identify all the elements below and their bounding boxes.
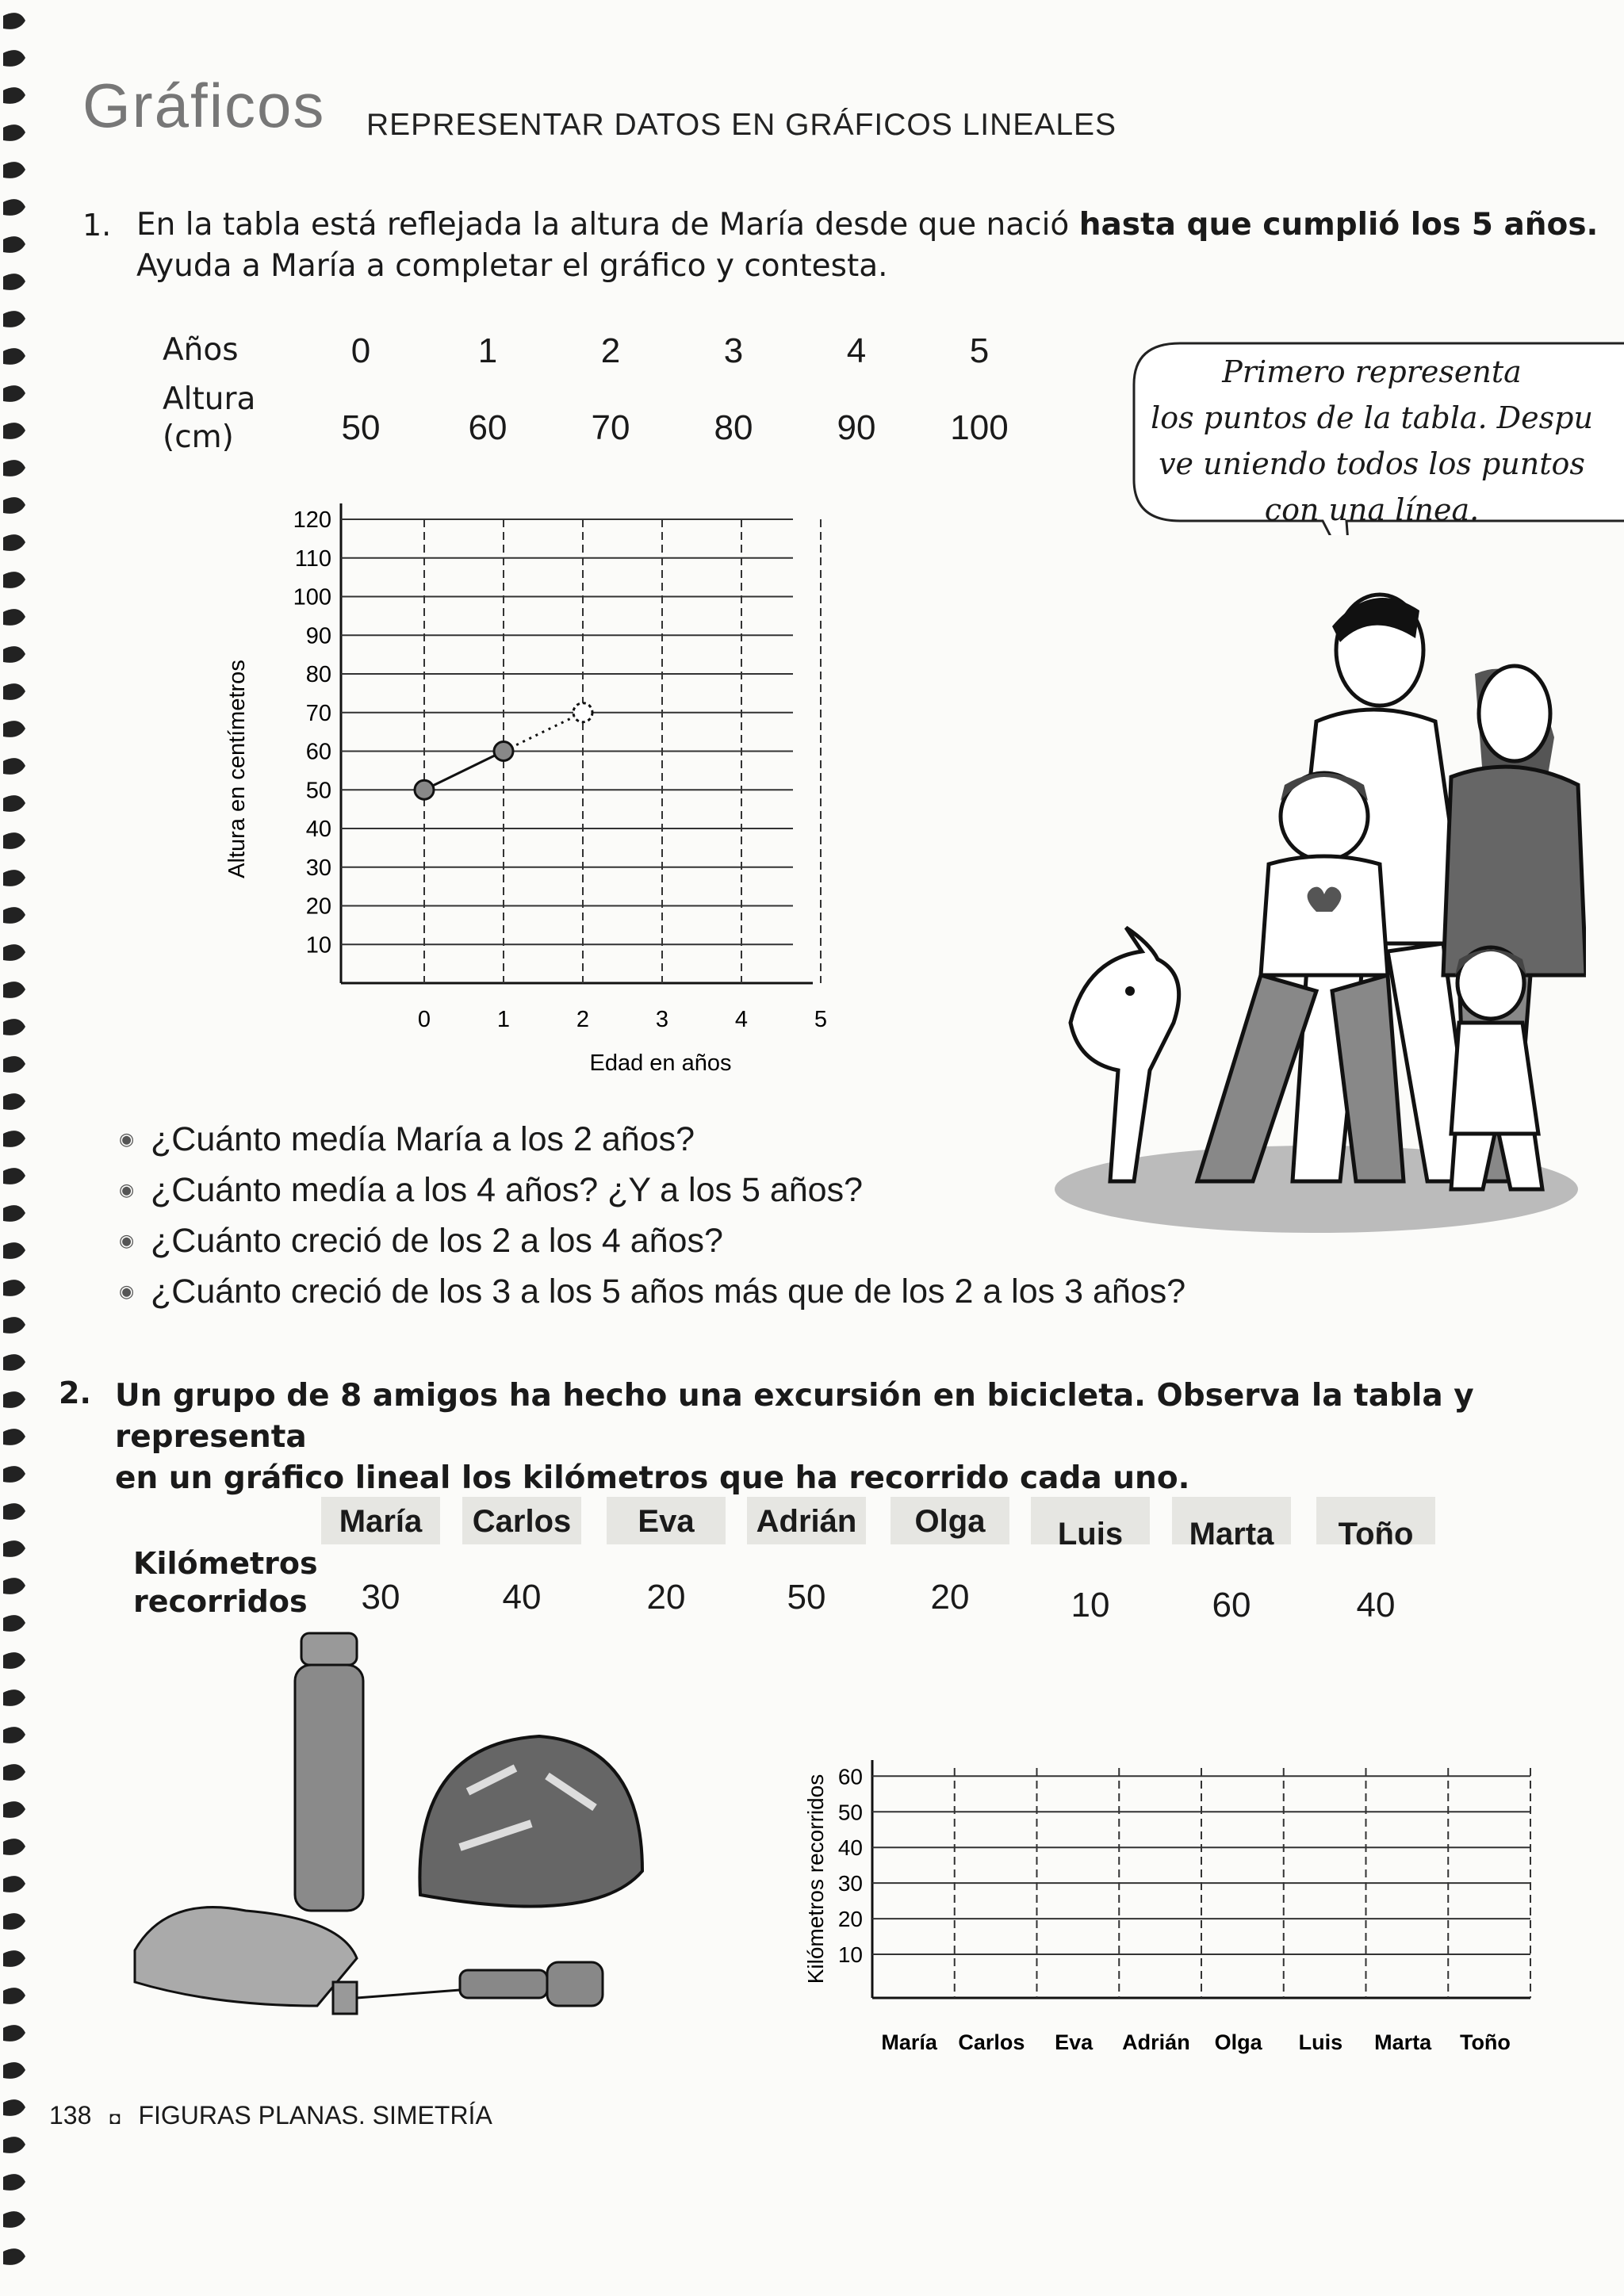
- y-tick-label: 50: [305, 778, 331, 804]
- y-axis-label: Kilómetros recorridos: [803, 1774, 828, 1984]
- binding-ring: [3, 1466, 25, 1483]
- binding-ring: [3, 1578, 25, 1594]
- y-tick-label: 40: [837, 1835, 863, 1861]
- binding-ring: [3, 683, 25, 700]
- table-row-label-km: Kilómetros recorridos: [133, 1546, 318, 1619]
- binding-ring: [3, 982, 25, 998]
- table-km-cell: 30: [361, 1578, 400, 1617]
- binding-ring: [3, 1503, 25, 1520]
- table-name-cell: Luis: [1057, 1517, 1124, 1552]
- table-year-cell: 5: [969, 331, 990, 370]
- binding-ring: [3, 236, 25, 253]
- x-tick-label: 1: [496, 1007, 511, 1032]
- binding-ring: [3, 1056, 25, 1073]
- data-point: [415, 780, 434, 799]
- binding-ring: [3, 50, 25, 67]
- table-name-cell: Olga: [914, 1504, 986, 1539]
- page-footer: [49, 2101, 492, 2130]
- binding-ring: [3, 274, 25, 290]
- x-tick-label: Carlos: [958, 2030, 1025, 2054]
- y-tick-label: 40: [305, 817, 331, 842]
- table-year-cell: 2: [600, 331, 621, 370]
- binding-ring: [3, 832, 25, 849]
- binding-ring: [3, 348, 25, 365]
- binding-ring: [3, 1876, 25, 1892]
- footer-bullet-icon: ◘: [109, 2108, 121, 2128]
- km-line-chart: [785, 1728, 1586, 2061]
- speech-text: Primero representa los puntos de la tabla. Despu ve uniendo todos los puntos con una línea.: [1151, 354, 1593, 527]
- binding-ring: [3, 1131, 25, 1147]
- binding-ring: [3, 1950, 25, 1967]
- binding-ring: [3, 199, 25, 216]
- y-tick-label: 20: [305, 894, 331, 920]
- binding-ring: [3, 721, 25, 737]
- binding-ring: [3, 2211, 25, 2228]
- table-row-label-years: Años: [163, 332, 239, 368]
- data-point: [573, 703, 592, 722]
- table-km-cell: 40: [502, 1578, 542, 1617]
- x-tick-label: 3: [655, 1007, 669, 1032]
- binding-ring: [3, 646, 25, 663]
- y-tick-label: 90: [305, 623, 331, 649]
- data-point: [494, 742, 513, 761]
- x-tick-label: Olga: [1214, 2030, 1262, 2054]
- binding-ring: [3, 497, 25, 514]
- table-height-cell: 50: [341, 408, 381, 447]
- table-name-cell: Toño: [1338, 1517, 1414, 1552]
- table-km-cell: 20: [930, 1578, 970, 1617]
- binding-ring: [3, 1988, 25, 2004]
- x-tick-label: Eva: [1055, 2030, 1094, 2054]
- table-name-cell: Eva: [638, 1504, 695, 1539]
- binding-ring: [3, 1801, 25, 1818]
- binding-ring: [3, 13, 25, 29]
- binding-ring: [3, 572, 25, 588]
- binding-ring: [3, 1913, 25, 1930]
- question-1-text: En la tabla está reflejada la altura de María desde que nació hasta que cumplió los 5 años. Ayuda a María a completar el gráfico y contesta.: [136, 207, 1599, 284]
- binding-ring: [3, 1093, 25, 1110]
- x-tick-label: Toño: [1459, 2030, 1511, 2054]
- y-tick-label: 10: [837, 1942, 863, 1968]
- table-km-cell: 20: [646, 1578, 686, 1617]
- spiral-binding: [0, 0, 32, 2296]
- y-tick-label: 70: [305, 700, 331, 726]
- series-line: [424, 752, 504, 790]
- question-2-text: Un grupo de 8 amigos ha hecho una excursión en bicicleta. Observa la tabla y representa en un gráfico lineal los kilómetros que ha recorrido cada uno.: [115, 1378, 1474, 1496]
- table-name-cell: Adrián: [756, 1504, 857, 1539]
- binding-ring: [3, 1764, 25, 1781]
- binding-ring: [3, 795, 25, 812]
- x-tick-label: 0: [417, 1007, 431, 1032]
- table-year-cell: 1: [477, 331, 498, 370]
- y-tick-label: 30: [837, 1871, 863, 1896]
- binding-ring: [3, 1839, 25, 1855]
- binding-ring: [3, 758, 25, 775]
- table-year-cell: 4: [846, 331, 867, 370]
- table-km-cell: 40: [1356, 1586, 1396, 1624]
- y-tick-label: 80: [305, 662, 331, 687]
- binding-ring: [3, 87, 25, 104]
- table-name-cell: Marta: [1189, 1517, 1274, 1552]
- y-tick-label: 60: [837, 1764, 863, 1789]
- x-tick-label: Marta: [1374, 2030, 1432, 2054]
- binding-ring: [3, 2248, 25, 2265]
- table-name-cell: María: [339, 1504, 423, 1539]
- binding-ring: [3, 124, 25, 141]
- binding-ring: [3, 1727, 25, 1743]
- binding-ring: [3, 460, 25, 476]
- binding-ring: [3, 870, 25, 886]
- y-axis-label: Altura en centímetros: [224, 660, 250, 878]
- x-tick-label: María: [881, 2030, 937, 2054]
- table-height-cell: 100: [950, 408, 1009, 447]
- question-item: ◉ ¿Cuánto creció de los 3 a los 5 años más que de los 2 a los 3 años?: [119, 1272, 1186, 1311]
- x-tick-label: 2: [576, 1007, 590, 1032]
- x-tick-label: 4: [734, 1007, 749, 1032]
- table-height-cell: 70: [591, 408, 630, 447]
- y-tick-label: 30: [305, 855, 331, 881]
- y-tick-label: 10: [305, 932, 331, 959]
- question-1-list: [119, 1114, 1185, 1317]
- question-2-number: 2.: [59, 1376, 91, 1410]
- binding-ring: [3, 534, 25, 551]
- table-km-cell: 50: [787, 1578, 826, 1617]
- table-name-cell: Carlos: [472, 1504, 572, 1539]
- table-year-cell: 3: [723, 331, 744, 370]
- binding-ring: [3, 1540, 25, 1557]
- table-height-cell: 80: [714, 408, 753, 447]
- binding-ring: [3, 1615, 25, 1632]
- binding-ring: [3, 423, 25, 439]
- question-1-number: 1.: [82, 208, 112, 243]
- table-row-label-height: Altura (cm): [163, 381, 256, 455]
- binding-ring: [3, 1689, 25, 1706]
- binding-ring: [3, 1019, 25, 1035]
- binding-ring: [3, 2137, 25, 2153]
- table-km-cell: 10: [1071, 1586, 1110, 1624]
- series-line: [504, 713, 583, 752]
- section-name: FIGURAS PLANAS. SIMETRÍA: [138, 2101, 492, 2130]
- question-item: ◉ ¿Cuánto medía María a los 2 años?: [119, 1119, 695, 1158]
- binding-ring: [3, 1429, 25, 1445]
- binding-ring: [3, 1168, 25, 1184]
- y-tick-label: 20: [837, 1907, 863, 1932]
- binding-ring: [3, 1242, 25, 1259]
- page-number: 138: [49, 2101, 92, 2130]
- table-year-cell: 0: [350, 331, 371, 370]
- table-height-cell: 60: [468, 408, 508, 447]
- binding-ring: [3, 162, 25, 178]
- x-tick-label: 5: [814, 1007, 828, 1032]
- page-subtitle: REPRESENTAR DATOS EN GRÁFICOS LINEALES: [366, 108, 1117, 142]
- table-km-cell: 60: [1212, 1586, 1251, 1624]
- binding-ring: [3, 907, 25, 924]
- binding-ring: [3, 1354, 25, 1371]
- binding-ring: [3, 1280, 25, 1296]
- binding-ring: [3, 1205, 25, 1222]
- y-tick-label: 110: [294, 545, 331, 572]
- binding-ring: [3, 609, 25, 626]
- binding-ring: [3, 1317, 25, 1334]
- cycling-gear-illustration: [119, 1609, 658, 2053]
- height-line-chart: [214, 492, 848, 1078]
- question-item: ◉ ¿Cuánto creció de los 2 a los 4 años?: [119, 1221, 723, 1260]
- x-tick-label: Adrián: [1122, 2030, 1190, 2054]
- x-axis-label: Edad en años: [589, 1050, 732, 1076]
- binding-ring: [3, 311, 25, 327]
- page-title: Gráficos: [82, 71, 326, 140]
- binding-ring: [3, 1652, 25, 1669]
- binding-ring: [3, 1391, 25, 1408]
- binding-ring: [3, 385, 25, 402]
- binding-ring: [3, 2174, 25, 2191]
- table-height-cell: 90: [837, 408, 876, 447]
- y-tick-label: 50: [837, 1800, 863, 1825]
- question-item: ◉ ¿Cuánto medía a los 4 años? ¿Y a los 5 años?: [119, 1170, 863, 1209]
- y-tick-label: 60: [305, 739, 331, 765]
- y-tick-label: 120: [293, 507, 331, 533]
- y-tick-label: 100: [293, 584, 331, 610]
- binding-ring: [3, 2025, 25, 2042]
- binding-ring: [3, 2062, 25, 2079]
- x-tick-label: Luis: [1298, 2030, 1343, 2054]
- binding-ring: [3, 944, 25, 961]
- binding-ring: [3, 2099, 25, 2116]
